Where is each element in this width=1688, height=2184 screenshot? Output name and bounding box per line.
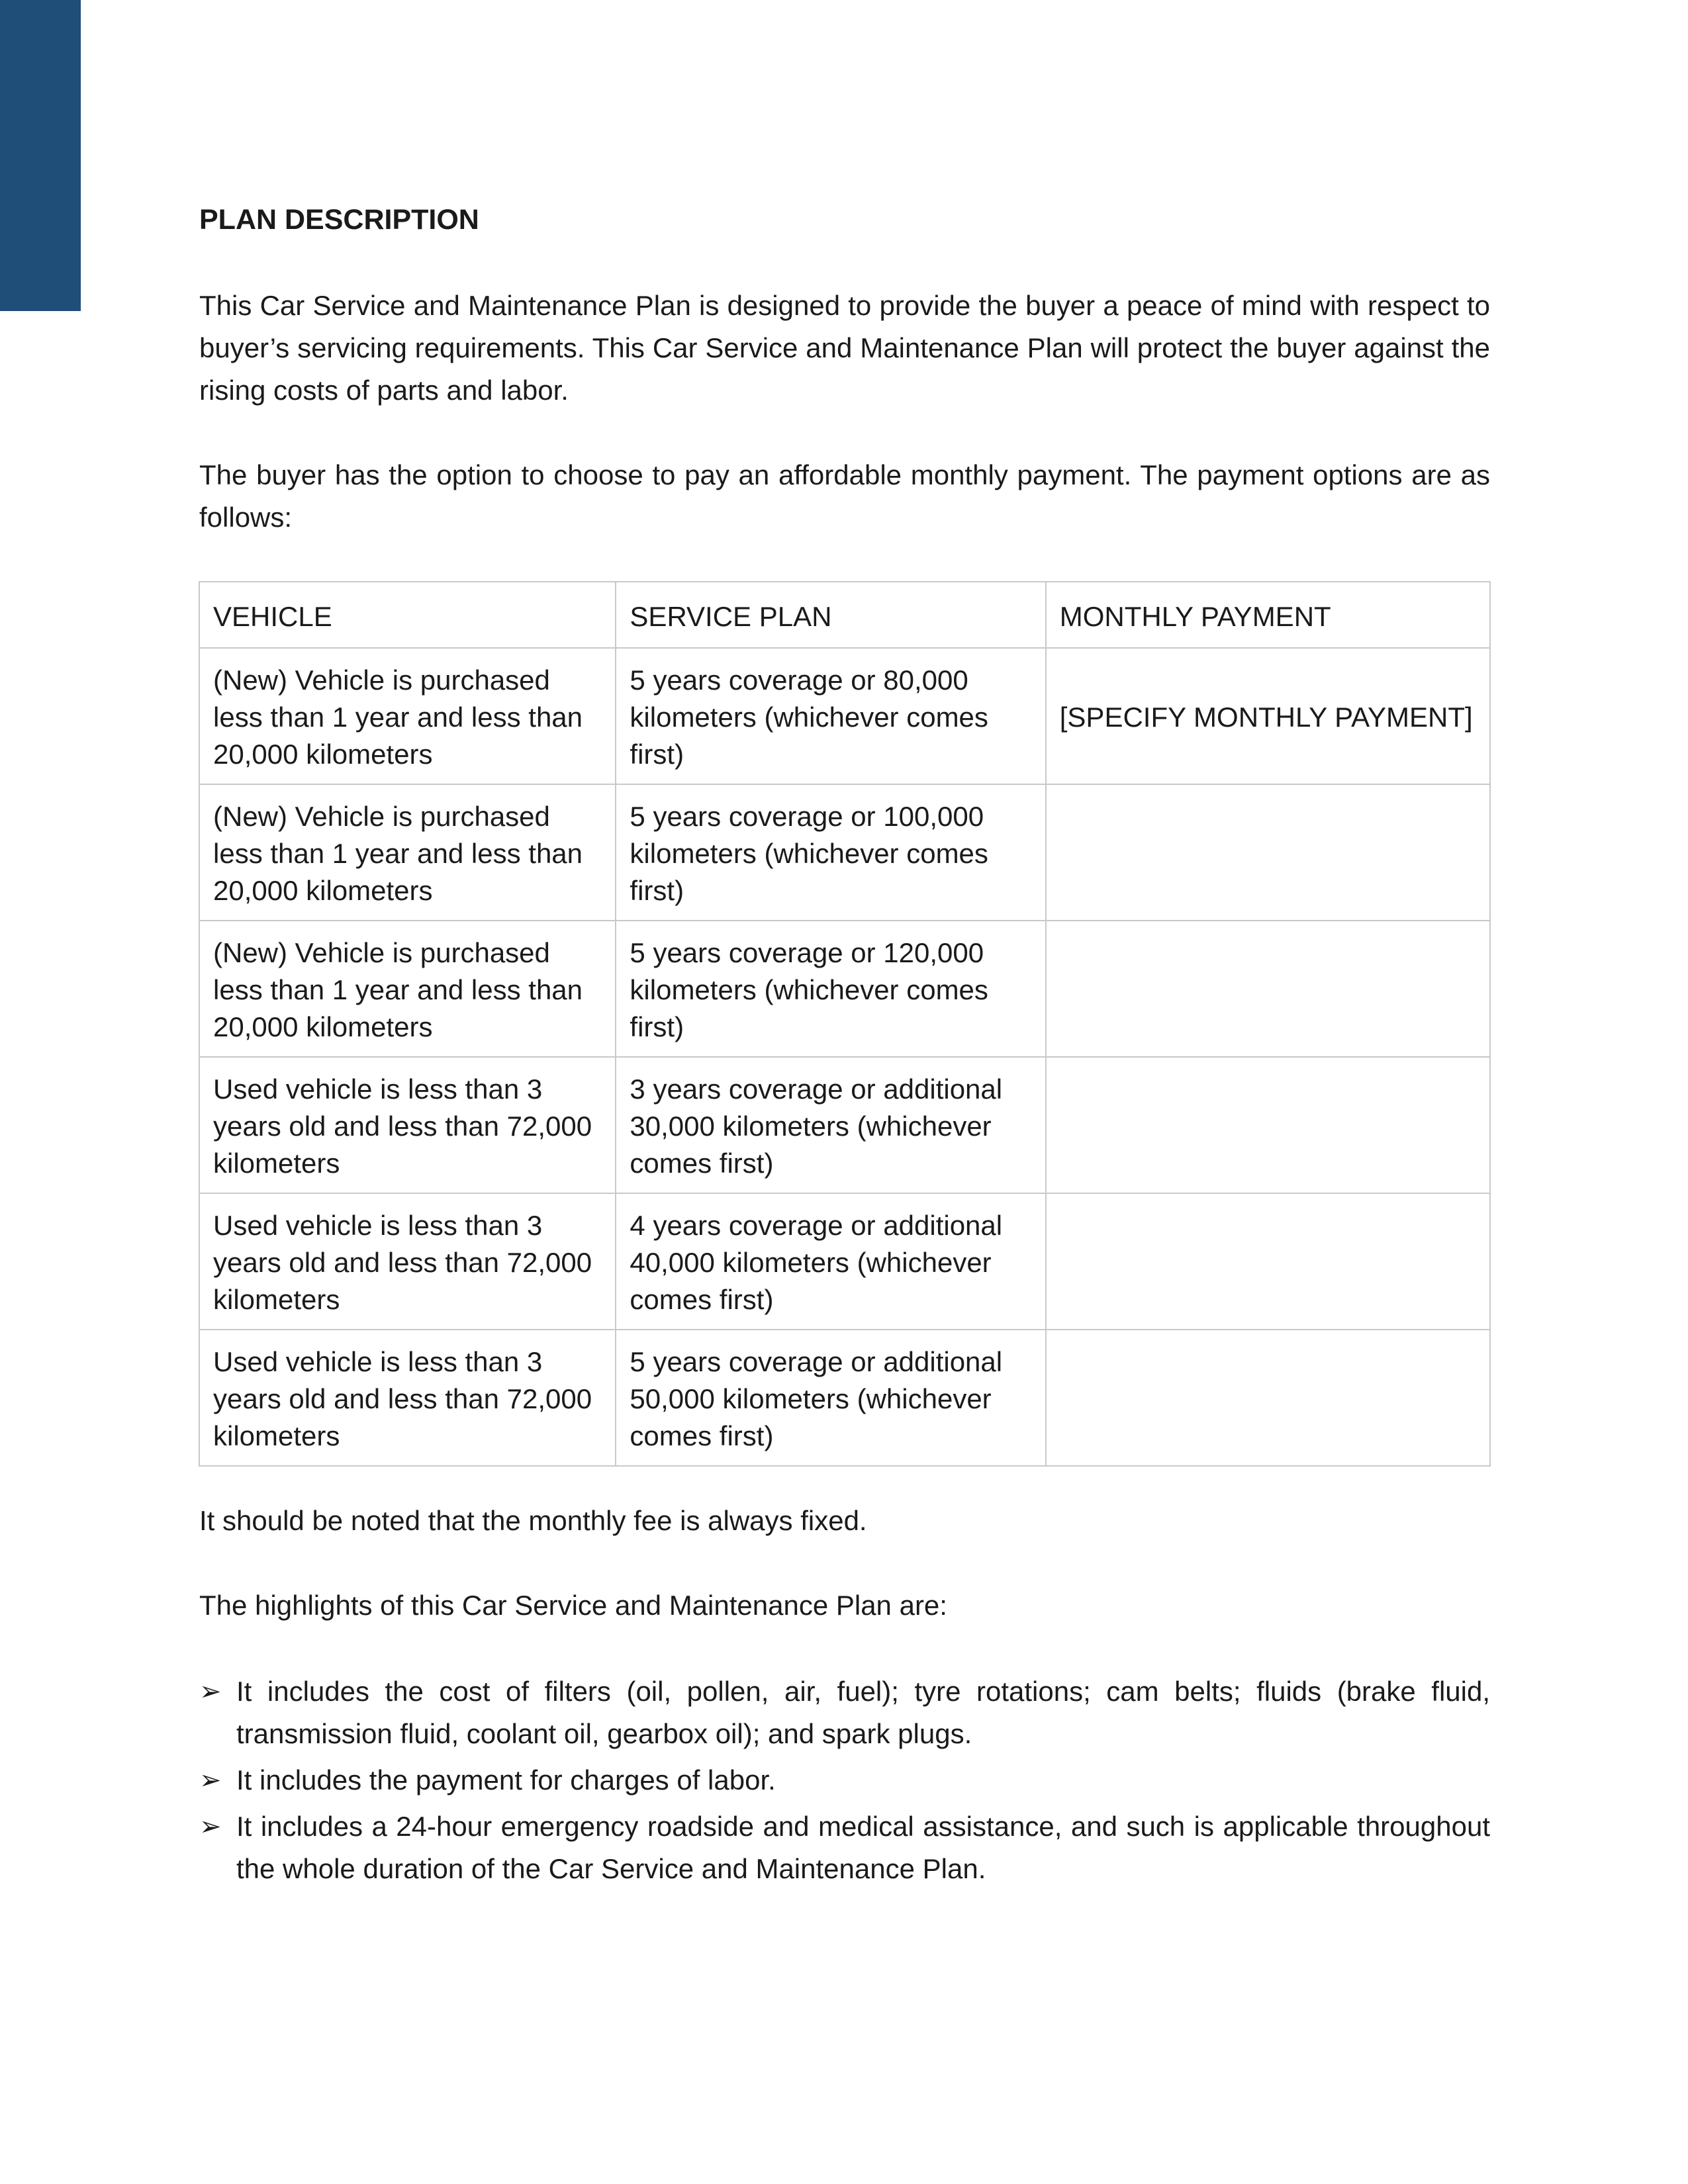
list-item — [199, 1670, 1490, 1755]
cell-monthly-payment — [1046, 1330, 1490, 1466]
cell-monthly-payment — [1046, 1193, 1490, 1330]
cell-monthly-payment — [1046, 921, 1490, 1057]
table-row — [199, 784, 1490, 921]
cell-service-plan: 4 years coverage or additional 40,000 kilometers (whichever comes first) — [616, 1193, 1045, 1330]
table-row — [199, 1330, 1490, 1466]
list-item — [199, 1759, 1490, 1801]
list-item — [199, 1805, 1490, 1890]
cell-monthly-payment — [1046, 1057, 1490, 1193]
table-row — [199, 1193, 1490, 1330]
arrow-bullet-icon: ➢ — [199, 1765, 222, 1796]
intro-paragraph: This Car Service and Maintenance Plan is designed to provide the buyer a peace of mind with respect to buyer’s servicing requirements. This Car Service and Maintenance Plan will protect the buyer against the rising costs of parts and labor. — [199, 290, 1490, 406]
cell-vehicle: Used vehicle is less than 3 years old and less than 72,000 kilometers — [199, 1193, 616, 1330]
table-row — [199, 921, 1490, 1057]
cell-service-plan: 5 years coverage or 100,000 kilometers (whichever comes first) — [616, 784, 1045, 921]
table-row — [199, 648, 1490, 784]
cell-vehicle: (New) Vehicle is purchased less than 1 year and less than 20,000 kilometers — [199, 784, 616, 921]
fixed-fee-note: It should be noted that the monthly fee is always fixed. — [199, 1505, 867, 1536]
arrow-bullet-icon: ➢ — [199, 1676, 222, 1707]
table-row — [199, 1057, 1490, 1193]
cell-vehicle: (New) Vehicle is purchased less than 1 year and less than 20,000 kilometers — [199, 921, 616, 1057]
cell-vehicle: Used vehicle is less than 3 years old and less than 72,000 kilometers — [199, 1330, 616, 1466]
header-vehicle: VEHICLE — [199, 582, 616, 648]
cell-vehicle: Used vehicle is less than 3 years old and less than 72,000 kilometers — [199, 1057, 616, 1193]
header-monthly-payment: MONTHLY PAYMENT — [1046, 582, 1490, 648]
arrow-bullet-icon: ➢ — [199, 1811, 222, 1842]
side-accent-bar — [0, 0, 81, 311]
highlight-text: It includes a 24-hour emergency roadside and medical assistance, and such is applicable throughout the whole duration of the Car Service and Maintenance Plan. — [236, 1811, 1490, 1884]
document-body — [199, 192, 1490, 1894]
highlights-intro: The highlights of this Car Service and Maintenance Plan are: — [199, 1590, 947, 1621]
section-heading: PLAN DESCRIPTION — [199, 204, 479, 236]
cell-service-plan: 3 years coverage or additional 30,000 kilometers (whichever comes first) — [616, 1057, 1045, 1193]
cell-monthly-payment — [1046, 784, 1490, 921]
cell-service-plan: 5 years coverage or additional 50,000 kilometers (whichever comes first) — [616, 1330, 1045, 1466]
highlights-list — [199, 1670, 1490, 1890]
highlight-text: It includes the cost of filters (oil, pollen, air, fuel); tyre rotations; cam belts; fluids (brake fluid, transmission fluid, coolant oil, gearbox oil); and spark plugs. — [236, 1676, 1490, 1749]
payment-intro-paragraph: The buyer has the option to choose to pay an affordable monthly payment. The payment options are as follows: — [199, 459, 1490, 533]
header-service-plan: SERVICE PLAN — [616, 582, 1045, 648]
cell-service-plan: 5 years coverage or 120,000 kilometers (whichever comes first) — [616, 921, 1045, 1057]
table-header-row — [199, 582, 1490, 648]
cell-service-plan: 5 years coverage or 80,000 kilometers (whichever comes first) — [616, 648, 1045, 784]
highlight-text: It includes the payment for charges of labor. — [236, 1764, 776, 1796]
cell-monthly-payment: [SPECIFY MONTHLY PAYMENT] — [1046, 648, 1490, 784]
payment-options-table — [199, 581, 1491, 1467]
cell-vehicle: (New) Vehicle is purchased less than 1 year and less than 20,000 kilometers — [199, 648, 616, 784]
